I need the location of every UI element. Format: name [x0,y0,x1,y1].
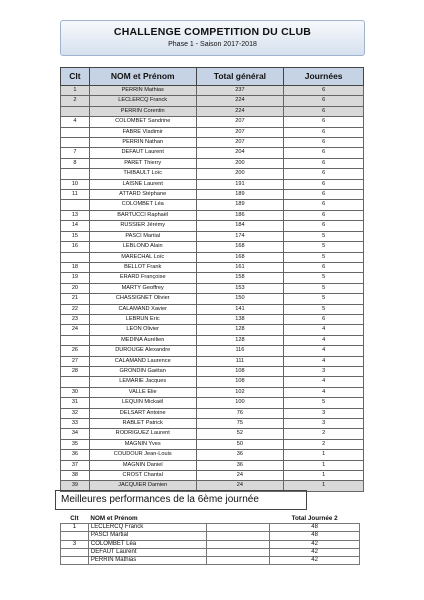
name-cell: LEQUIN Mickaël [89,398,196,408]
perf-rank-cell [61,557,89,565]
ranking-row [61,419,364,429]
total-cell: 184 [196,221,284,231]
ranking-row [61,96,364,106]
name-cell: LEMARIE Jacques [89,377,196,387]
name-cell: DELSART Antoine [89,408,196,418]
total-cell: 76 [196,408,284,418]
ranking-row [61,262,364,272]
perf-col-header-name: NOM et Prénom [88,514,206,524]
ranking-row [61,242,364,252]
name-cell: COUDOUR Jean-Louis [89,450,196,460]
days-cell: 5 [284,231,364,241]
perf-blank-cell [206,532,270,540]
days-cell: 1 [284,460,364,470]
perf-blank-cell [206,540,270,548]
col-header-total: Total général [196,68,284,86]
days-cell: 6 [284,210,364,220]
name-cell: PERRIN Corentin [89,106,196,116]
total-cell: 224 [196,106,284,116]
days-cell: 6 [284,314,364,324]
ranking-row [61,450,364,460]
rank-cell: 16 [61,242,90,252]
ranking-row [61,231,364,241]
ranking-row [61,210,364,220]
name-cell: LEBLOND Alain [89,242,196,252]
days-cell: 6 [284,200,364,210]
ranking-row [61,283,364,293]
rank-cell: 21 [61,294,90,304]
perf-total-cell: 42 [270,557,360,565]
days-cell: 5 [284,283,364,293]
total-cell: 200 [196,158,284,168]
total-cell: 100 [196,398,284,408]
rank-cell [61,138,90,148]
total-cell: 158 [196,273,284,283]
name-cell: MAGNIN Yves [89,439,196,449]
ranking-header-row [61,68,364,86]
total-cell: 108 [196,366,284,376]
perf-name-cell: LECLERCQ Franck [88,524,206,532]
total-cell: 50 [196,439,284,449]
rank-cell [61,127,90,137]
name-cell: LECLERCQ Franck [89,96,196,106]
rank-cell: 19 [61,273,90,283]
ranking-row [61,190,364,200]
total-cell: 128 [196,325,284,335]
days-cell: 5 [284,294,364,304]
ranking-row [61,460,364,470]
total-cell: 128 [196,335,284,345]
perf-col-header-blank [206,514,270,524]
ranking-row [61,387,364,397]
days-cell: 1 [284,481,364,491]
total-cell: 108 [196,377,284,387]
name-cell: MAGNIN Daniel [89,460,196,470]
ranking-row [61,439,364,449]
perf-row [61,548,360,556]
total-cell: 36 [196,450,284,460]
rank-cell: 28 [61,366,90,376]
days-cell: 3 [284,408,364,418]
days-cell: 5 [284,252,364,262]
ranking-row [61,314,364,324]
days-cell: 6 [284,148,364,158]
perf-total-cell: 48 [270,532,360,540]
perf-row [61,540,360,548]
perf-blank-cell [206,548,270,556]
rank-cell [61,252,90,262]
total-cell: 24 [196,471,284,481]
total-cell: 24 [196,481,284,491]
perf-name-cell: DEFAUT Laurent [88,548,206,556]
rank-cell: 13 [61,210,90,220]
ranking-row [61,200,364,210]
page-title: CHALLENGE COMPETITION DU CLUB [113,26,312,38]
ranking-row [61,304,364,314]
days-cell: 6 [284,127,364,137]
name-cell: PASCI Martial [89,231,196,241]
days-cell: 3 [284,419,364,429]
rank-cell [61,335,90,345]
total-cell: 189 [196,190,284,200]
ranking-table [60,67,364,492]
days-cell: 1 [284,471,364,481]
ranking-row [61,398,364,408]
ranking-row [61,169,364,179]
rank-cell [61,200,90,210]
perf-rank-cell: 3 [61,540,89,548]
rank-cell: 14 [61,221,90,231]
name-cell: LEBRUN Eric [89,314,196,324]
ranking-row [61,117,364,127]
days-cell: 6 [284,179,364,189]
best-performances-table [60,514,360,565]
perf-name-cell: PASCI Martial [88,532,206,540]
rank-cell: 31 [61,398,90,408]
ranking-row [61,325,364,335]
days-cell: 6 [284,96,364,106]
ranking-row [61,106,364,116]
total-cell: 174 [196,231,284,241]
days-cell: 6 [284,86,364,96]
days-cell: 2 [284,429,364,439]
ranking-row [61,179,364,189]
total-cell: 207 [196,117,284,127]
total-cell: 237 [196,86,284,96]
name-cell: VALLE Elie [89,387,196,397]
days-cell: 4 [284,356,364,366]
rank-cell: 24 [61,325,90,335]
name-cell: PERRIN Mathias [89,86,196,96]
rank-cell: 35 [61,439,90,449]
perf-rank-cell [61,548,89,556]
total-cell: 138 [196,314,284,324]
rank-cell: 26 [61,346,90,356]
name-cell: COLOMBET Léa [89,200,196,210]
total-cell: 102 [196,387,284,397]
rank-cell: 32 [61,408,90,418]
rank-cell: 7 [61,148,90,158]
rank-cell: 22 [61,304,90,314]
name-cell: ERARD Françoise [89,273,196,283]
ranking-row [61,158,364,168]
ranking-row [61,356,364,366]
col-header-name: NOM et Prénom [89,68,196,86]
rank-cell: 37 [61,460,90,470]
name-cell: CROST Chantal [89,471,196,481]
name-cell: RABLET Patrick [89,419,196,429]
col-header-days: Journées [284,68,364,86]
rank-cell: 4 [61,117,90,127]
days-cell: 6 [284,169,364,179]
days-cell: 6 [284,221,364,231]
ranking-row [61,429,364,439]
ranking-row [61,377,364,387]
total-cell: 116 [196,346,284,356]
days-cell: 5 [284,273,364,283]
ranking-row [61,221,364,231]
col-header-rank: Clt [61,68,90,86]
name-cell: CALAMAND Xavier [89,304,196,314]
days-cell: 4 [284,325,364,335]
ranking-row [61,294,364,304]
rank-cell: 2 [61,96,90,106]
ranking-row [61,127,364,137]
rank-cell: 39 [61,481,90,491]
name-cell: PERRIN Nathan [89,138,196,148]
name-cell: THIBAULT Loïc [89,169,196,179]
days-cell: 6 [284,190,364,200]
days-cell: 6 [284,138,364,148]
ranking-row [61,408,364,418]
rank-cell: 38 [61,471,90,481]
rank-cell: 27 [61,356,90,366]
name-cell: MEDINA Aurélien [89,335,196,345]
days-cell: 5 [284,398,364,408]
rank-cell: 18 [61,262,90,272]
name-cell: FABRE Vladimir [89,127,196,137]
name-cell: GRONDIN Gaëtan [89,366,196,376]
perf-total-cell: 42 [270,548,360,556]
perf-rank-cell [61,532,89,540]
total-cell: 75 [196,419,284,429]
perf-header-row [61,514,360,524]
perf-blank-cell [206,557,270,565]
total-cell: 168 [196,252,284,262]
rank-cell: 34 [61,429,90,439]
days-cell: 2 [284,439,364,449]
name-cell: DUROUGE Alexandre [89,346,196,356]
total-cell: 150 [196,294,284,304]
perf-blank-cell [206,524,270,532]
page-subtitle: Phase 1 - Saison 2017-2018 [168,41,257,48]
name-cell: RUSSIER Jérémy [89,221,196,231]
name-cell: DEFAUT Laurent [89,148,196,158]
total-cell: 186 [196,210,284,220]
perf-total-cell: 42 [270,540,360,548]
days-cell: 4 [284,346,364,356]
rank-cell: 20 [61,283,90,293]
name-cell: MARECHAL Loïc [89,252,196,262]
rank-cell: 36 [61,450,90,460]
rank-cell: 15 [61,231,90,241]
rank-cell [61,106,90,116]
rank-cell: 23 [61,314,90,324]
ranking-row [61,335,364,345]
perf-row [61,532,360,540]
days-cell: 6 [284,117,364,127]
name-cell: CALAMAND Laurence [89,356,196,366]
days-cell: 5 [284,242,364,252]
total-cell: 141 [196,304,284,314]
total-cell: 111 [196,356,284,366]
total-cell: 153 [196,283,284,293]
rank-cell: 33 [61,419,90,429]
title-banner [60,20,365,56]
days-cell: 4 [284,335,364,345]
ranking-row [61,273,364,283]
perf-col-header-total: Total Journée 2 [270,514,360,524]
ranking-row [61,138,364,148]
days-cell: 5 [284,304,364,314]
perf-col-header-rank: Clt [61,514,89,524]
total-cell: 191 [196,179,284,189]
name-cell: RODRIGUEZ Laurent [89,429,196,439]
rank-cell [61,169,90,179]
total-cell: 224 [196,96,284,106]
rank-cell: 8 [61,158,90,168]
rank-cell [61,377,90,387]
days-cell: 4 [284,387,364,397]
total-cell: 200 [196,169,284,179]
perf-row [61,524,360,532]
rank-cell: 10 [61,179,90,189]
ranking-row [61,86,364,96]
ranking-row [61,252,364,262]
total-cell: 207 [196,138,284,148]
days-cell: 6 [284,262,364,272]
name-cell: LAISNE Laurent [89,179,196,189]
name-cell: BARTUCCI Raphaël [89,210,196,220]
total-cell: 52 [196,429,284,439]
total-cell: 204 [196,148,284,158]
name-cell: CHASSIGNET Olivier [89,294,196,304]
ranking-row [61,471,364,481]
name-cell: JACQUIER Damien [89,481,196,491]
rank-cell: 11 [61,190,90,200]
name-cell: BELLOT Frank [89,262,196,272]
days-cell: 3 [284,366,364,376]
perf-total-cell: 48 [270,524,360,532]
total-cell: 207 [196,127,284,137]
days-cell: 4 [284,377,364,387]
total-cell: 161 [196,262,284,272]
perf-row [61,557,360,565]
name-cell: MARTY Geoffrey [89,283,196,293]
total-cell: 168 [196,242,284,252]
best-performances-title: Meilleures performances de la 6ème journée [55,490,307,510]
days-cell: 6 [284,158,364,168]
name-cell: ATTARD Stéphane [89,190,196,200]
perf-name-cell: COLOMBET Léa [88,540,206,548]
name-cell: PARET Thierry [89,158,196,168]
total-cell: 36 [196,460,284,470]
name-cell: COLOMBET Sandrine [89,117,196,127]
ranking-row [61,346,364,356]
rank-cell: 30 [61,387,90,397]
rank-cell: 1 [61,86,90,96]
days-cell: 6 [284,106,364,116]
total-cell: 189 [196,200,284,210]
name-cell: LEON Olivier [89,325,196,335]
ranking-row [61,148,364,158]
days-cell: 1 [284,450,364,460]
perf-name-cell: PERRIN Mathias [88,557,206,565]
perf-rank-cell: 1 [61,524,89,532]
ranking-row [61,366,364,376]
